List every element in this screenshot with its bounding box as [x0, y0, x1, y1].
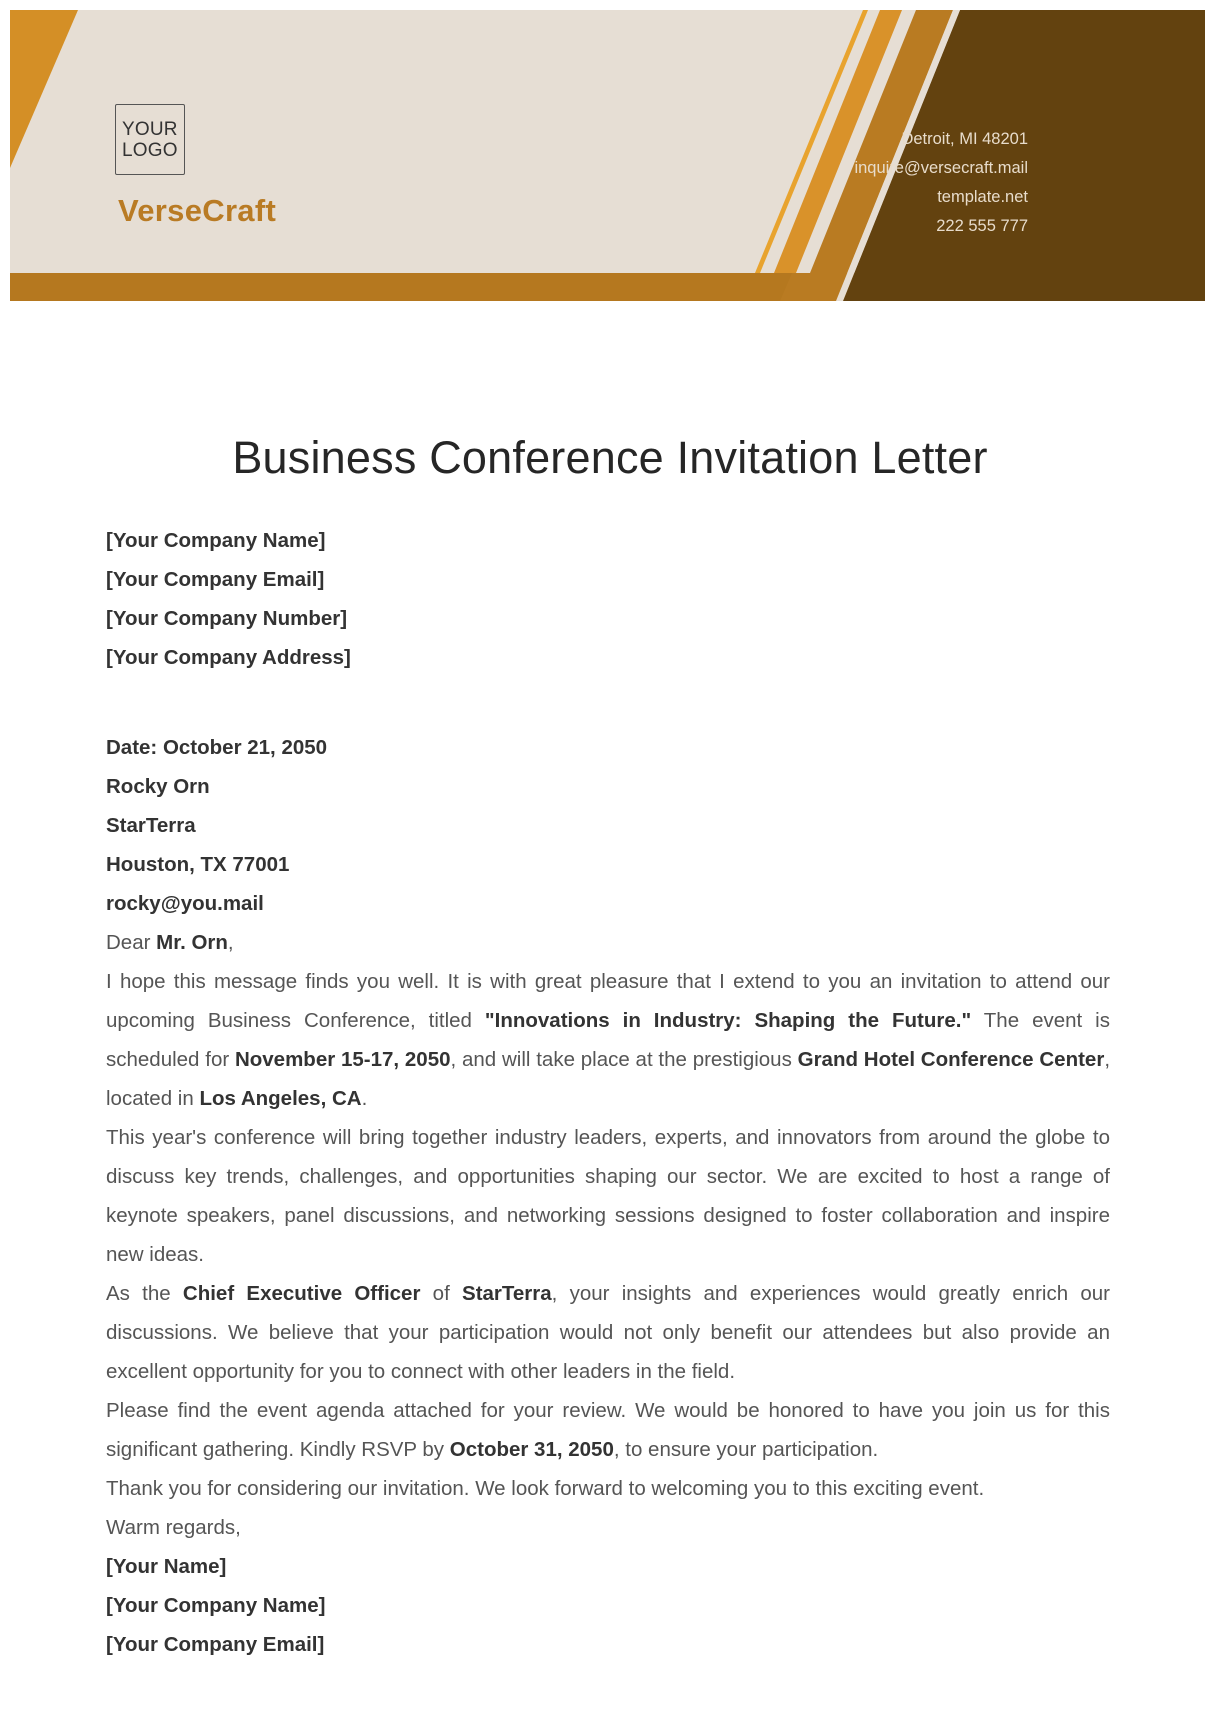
sender-company-email: [Your Company Email]: [106, 568, 325, 591]
text: , located in: [106, 1048, 1111, 1110]
text: I hope this message finds you well. It is with great pleasure that I extend to you an invitation to attend our upcoming Business Conference, titled: [106, 970, 1110, 1032]
text: The event is scheduled for: [106, 1009, 1110, 1071]
salutation-prefix: Dear: [106, 931, 157, 954]
page-title: Business Conference Invitation Letter: [232, 432, 988, 484]
text: As the: [106, 1282, 183, 1305]
contact-email: inquire@versecraft.mail: [854, 159, 1028, 177]
sender-company-name: [Your Company Name]: [106, 529, 326, 552]
contact-address: Detroit, MI 48201: [901, 130, 1028, 148]
recipient-title: Chief Executive Officer: [182, 1282, 421, 1305]
salutation-suffix: ,: [227, 931, 234, 954]
recipient-company: StarTerra: [106, 814, 196, 837]
logo-text-line1: YOUR: [122, 118, 178, 140]
brand-name: VerseCraft: [118, 193, 277, 228]
paragraph-thanks: Thank you for considering our invitation. We look forward to welcoming you to this exciting event.: [106, 1477, 985, 1500]
logo-placeholder: [115, 104, 185, 175]
letter-body: [106, 521, 1110, 1664]
sender-company-address: [Your Company Address]: [106, 646, 351, 669]
rsvp-date: October 31, 2050: [449, 1438, 614, 1461]
event-dates: November 15-17, 2050: [234, 1048, 451, 1071]
closing: Warm regards,: [106, 1516, 241, 1539]
text: Please find the event agenda attached for your review. We would be honored to have you join us for this significant gathering. Kindly RSVP by: [106, 1399, 1110, 1461]
recipient-company-inline: StarTerra: [462, 1282, 552, 1305]
text: of: [420, 1282, 463, 1305]
recipient-city: Houston, TX 77001: [106, 853, 290, 876]
text: .: [361, 1087, 368, 1110]
letterhead: [10, 10, 1205, 301]
contact-info: [854, 125, 1028, 241]
venue-name: Grand Hotel Conference Center: [797, 1048, 1105, 1071]
letter-date: Date: October 21, 2050: [106, 736, 328, 759]
text: , to ensure your participation.: [613, 1438, 879, 1461]
paragraph-overview: This year's conference will bring together industry leaders, experts, and innovators from around the globe to discuss key trends, challenges, and opportunities shaping our sector. We are excited to host a range of keynote speakers, panel discussions, and networking sessions designed to foster collaboration and inspire new ideas.: [106, 1126, 1110, 1266]
paragraph-role: [106, 1274, 1110, 1391]
spacer: [106, 677, 1110, 728]
logo-text-line2: LOGO: [122, 139, 178, 161]
venue-location: Los Angeles, CA: [199, 1087, 362, 1110]
paragraph-rsvp: [106, 1391, 1110, 1469]
signature-company-name: [Your Company Name]: [106, 1594, 326, 1617]
conference-title: "Innovations in Industry: Shaping the Future.": [484, 1009, 972, 1032]
sender-company-number: [Your Company Number]: [106, 607, 348, 630]
signature-name: [Your Name]: [106, 1555, 227, 1578]
paragraph-invitation: [106, 962, 1110, 1118]
text: , and will take place at the prestigious: [450, 1048, 798, 1071]
signature-company-email: [Your Company Email]: [106, 1633, 325, 1656]
salutation: [106, 923, 1110, 962]
contact-website: template.net: [937, 188, 1028, 206]
text: , your insights and experiences would greatly enrich our discussions. We believe that your participation would not only benefit our attendees but also provide an excellent opportunity for you to connect with other leaders in the field.: [106, 1282, 1110, 1383]
recipient-email: rocky@you.mail: [106, 892, 264, 915]
contact-phone: 222 555 777: [936, 217, 1028, 235]
salutation-name: Mr. Orn: [156, 931, 228, 954]
recipient-name: Rocky Orn: [106, 775, 210, 798]
